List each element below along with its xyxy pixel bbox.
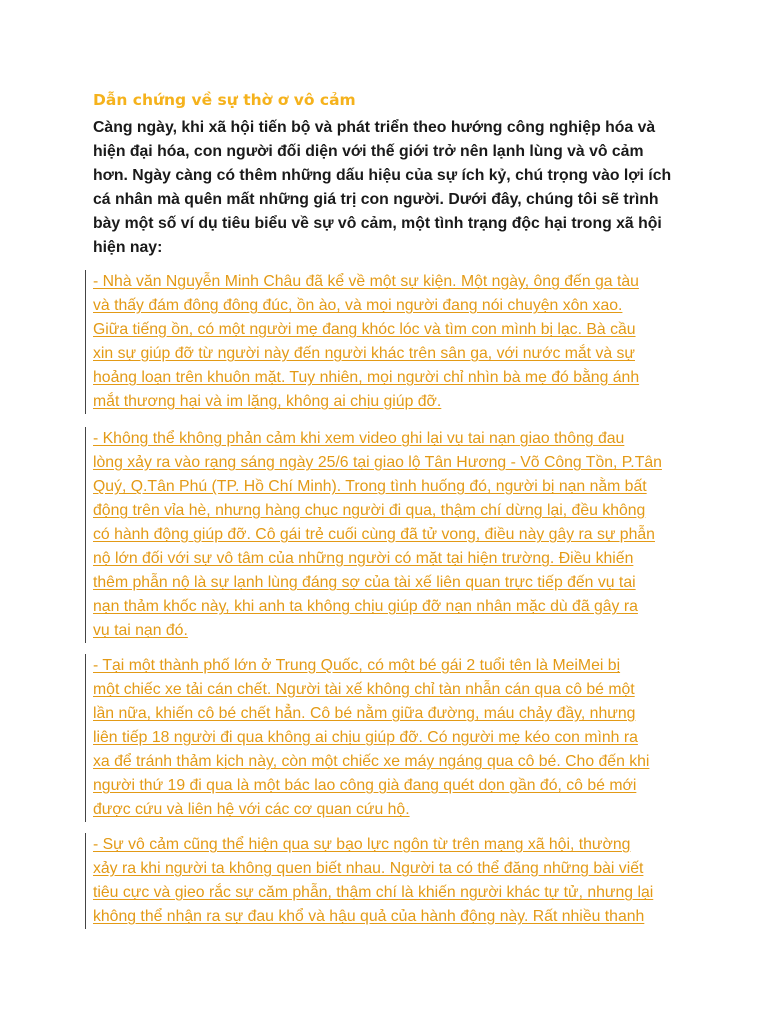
- example-line: xa để tránh thảm kịch này, còn một chiếc xe máy ngáng qua cô bé. Cho đến khi: [93, 753, 650, 770]
- example-paragraph[interactable]: [93, 654, 649, 822]
- intro-line: bày một số ví dụ tiêu biểu về sự vô cảm, một tình trạng độc hại trong xã hội: [93, 215, 662, 232]
- example-paragraph[interactable]: [93, 270, 639, 414]
- example-quote-2: [85, 427, 662, 643]
- example-line: Giữa tiếng ồn, có một người mẹ đang khóc lóc và tìm con mình bị lạc. Bà cầu: [93, 321, 636, 338]
- example-line: và thấy đám đông đông đúc, ồn ào, và mọi người đang nói chuyện xôn xao.: [93, 297, 623, 314]
- example-line: - Nhà văn Nguyễn Minh Châu đã kể về một sự kiện. Một ngày, ông đến ga tàu: [93, 273, 639, 290]
- intro-line: hiện đại hóa, con người đối diện với thế giới trở nên lạnh lùng và vô cảm: [93, 143, 644, 160]
- example-line: lần nữa, khiến cô bé chết hẳn. Cô bé nằm giữa đường, máu chảy đầy, nhưng: [93, 705, 636, 722]
- example-line: - Không thể không phản cảm khi xem video ghi lại vụ tai nạn giao thông đau: [93, 430, 625, 447]
- example-line: hoảng loạn trên khuôn mặt. Tuy nhiên, mọi người chỉ nhìn bà mẹ đó bằng ánh: [93, 369, 640, 386]
- example-line: Quý, Q.Tân Phú (TP. Hồ Chí Minh). Trong tình huống đó, người bị nạn nằm bất: [93, 478, 647, 495]
- example-line: động trên vỉa hè, nhưng hàng chục người đi qua, thậm chí dừng lại, đều không: [93, 502, 646, 519]
- example-line: được cứu và liên hệ với các cơ quan cứu hộ.: [93, 801, 410, 818]
- example-line: vụ tai nạn đó.: [93, 622, 188, 639]
- example-line: lòng xảy ra vào rạng sáng ngày 25/6 tại giao lộ Tân Hương - Võ Công Tồn, P.Tân: [93, 454, 662, 471]
- example-paragraph[interactable]: [93, 427, 662, 643]
- example-line: - Tại một thành phố lớn ở Trung Quốc, có một bé gái 2 tuổi tên là MeiMei bị: [93, 657, 621, 674]
- example-quote-1: [85, 270, 639, 414]
- example-line: nạn thảm khốc này, khi anh ta không chịu giúp đỡ nạn nhân mặc dù đã gây ra: [93, 598, 638, 615]
- intro-line: hiện nay:: [93, 239, 163, 256]
- example-line: - Sự vô cảm cũng thể hiện qua sự bạo lực ngôn từ trên mạng xã hội, thường: [93, 836, 631, 853]
- example-line: xảy ra khi người ta không quen biết nhau. Người ta có thể đăng những bài viết: [93, 860, 644, 877]
- example-line: nộ lớn đối với sự vô tâm của những người có mặt tại hiện trường. Điều khiến: [93, 550, 634, 567]
- intro-line: cá nhân mà quên mất những giá trị con người. Dưới đây, chúng tôi sẽ trình: [93, 191, 659, 208]
- example-quote-3: [85, 654, 649, 822]
- example-line: một chiếc xe tải cán chết. Người tài xế không chỉ tàn nhẫn cán qua cô bé một: [93, 681, 635, 698]
- example-paragraph[interactable]: [93, 833, 653, 929]
- example-line: thêm phẫn nộ là sự lạnh lùng đáng sợ của tài xế liên quan trực tiếp đến vụ tai: [93, 574, 636, 591]
- example-line: xin sự giúp đỡ từ người này đến người khác trên sân ga, với nước mắt và sự: [93, 345, 635, 362]
- example-line: liên tiếp 18 người đi qua không ai chịu giúp đỡ. Có người mẹ kéo con mình ra: [93, 729, 638, 746]
- example-line: mắt thương hại và im lặng, không ai chịu giúp đỡ.: [93, 393, 442, 410]
- example-line: tiêu cực và gieo rắc sự căm phẫn, thậm chí là khiến người khác tự tử, nhưng lại: [93, 884, 654, 901]
- intro-line: hơn. Ngày càng có thêm những dấu hiệu của sự ích kỷ, chú trọng vào lợi ích: [93, 167, 672, 184]
- example-line: không thể nhận ra sự đau khổ và hậu quả của hành động này. Rất nhiều thanh: [93, 908, 645, 925]
- example-quote-4: [85, 833, 653, 929]
- example-line: người thứ 19 đi qua là một bác lao công già đang quét dọn gần đó, cô bé mới: [93, 777, 637, 794]
- example-line: có hành động giúp đỡ. Cô gái trẻ cuối cùng đã tử vong, điều này gây ra sự phẫn: [93, 526, 655, 543]
- intro-paragraph: [93, 116, 673, 260]
- intro-line: Càng ngày, khi xã hội tiến bộ và phát triển theo hướng công nghiệp hóa và: [93, 119, 656, 136]
- section-heading: Dẫn chứng về sự thờ ơ vô cảm: [93, 91, 356, 109]
